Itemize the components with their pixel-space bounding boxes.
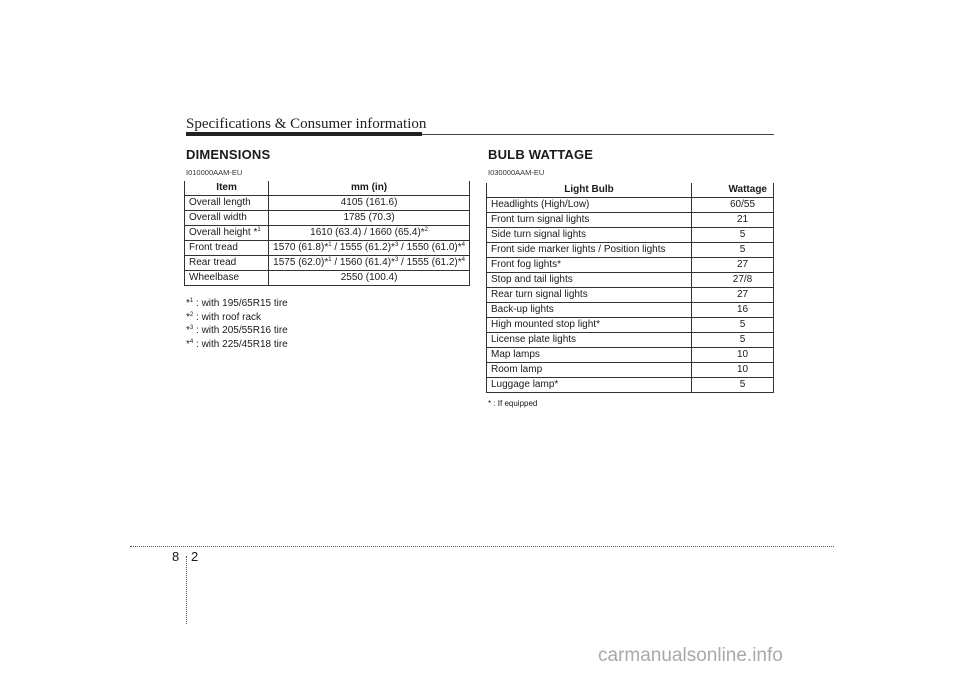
column-header: Wattage — [692, 183, 774, 198]
item-cell: Overall width — [185, 211, 269, 226]
wattage-cell: 27 — [692, 258, 774, 273]
wattage-cell: 5 — [692, 378, 774, 393]
wattage-cell: 10 — [692, 363, 774, 378]
bulb-name-cell: Luggage lamp* — [487, 378, 692, 393]
bulb-name-cell: High mounted stop light* — [487, 318, 692, 333]
table-row — [185, 226, 470, 241]
wattage-cell: 5 — [692, 243, 774, 258]
footnote: *$^3$ : with 205/55R16 tire — [186, 325, 288, 336]
item-cell: Overall length — [185, 196, 269, 211]
table-row — [487, 273, 774, 288]
item-cell: Front tread — [185, 241, 269, 256]
column-header: mm (in) — [269, 181, 470, 196]
table-row — [185, 196, 470, 211]
table-row — [487, 228, 774, 243]
bulb-name-cell: Rear turn signal lights — [487, 288, 692, 303]
footer-vertical-dotted-rule — [186, 556, 187, 624]
table-row — [487, 198, 774, 213]
bulb-name-cell: Front side marker lights / Position lights — [487, 243, 692, 258]
footer-dotted-rule — [130, 546, 834, 547]
header-rule-thin — [422, 134, 774, 135]
wattage-cell: 16 — [692, 303, 774, 318]
bulb-wattage-title: BULB WATTAGE — [488, 147, 594, 162]
footnote: *$^1$ : with 195/65R15 tire — [186, 298, 288, 309]
bulb-wattage-table — [486, 183, 774, 393]
column-header: Light Bulb — [487, 183, 692, 198]
wattage-cell: 27/8 — [692, 273, 774, 288]
table-header-row — [185, 181, 470, 196]
dimensions-title: DIMENSIONS — [186, 147, 271, 162]
value-cell: 1575 (62.0)*$^1$ / 1560 (61.4)*$^3$ / 1555 (61.2)*$^4$ — [269, 256, 470, 271]
header-rule-thick — [186, 132, 422, 136]
table-row — [487, 378, 774, 393]
item-cell: Overall height *$^1$ — [185, 226, 269, 241]
bulb-name-cell: Back-up lights — [487, 303, 692, 318]
table-row — [487, 318, 774, 333]
table-header-row — [487, 183, 774, 198]
bulb-name-cell: License plate lights — [487, 333, 692, 348]
item-cell: Rear tread — [185, 256, 269, 271]
table-row — [487, 363, 774, 378]
table-row — [487, 333, 774, 348]
value-cell: 1785 (70.3) — [269, 211, 470, 226]
watermark: carmanualsonline.info — [598, 645, 783, 666]
value-cell: 1610 (63.4) / 1660 (65.4)*$^2$ — [269, 226, 470, 241]
bulb-name-cell: Room lamp — [487, 363, 692, 378]
table-row — [185, 211, 470, 226]
bulb-name-cell: Headlights (High/Low) — [487, 198, 692, 213]
table-row — [487, 213, 774, 228]
table-row — [487, 243, 774, 258]
page-header-title: Specifications & Consumer information — [186, 116, 427, 132]
table-row — [487, 258, 774, 273]
bulb-footnote: * : If equipped — [488, 399, 538, 408]
bulb-wattage-code: I030000AAM-EU — [488, 168, 545, 177]
bulb-name-cell: Side turn signal lights — [487, 228, 692, 243]
table-row — [185, 271, 470, 286]
bulb-name-cell: Front turn signal lights — [487, 213, 692, 228]
bulb-name-cell: Map lamps — [487, 348, 692, 363]
table-row — [487, 288, 774, 303]
page-number: 2 — [191, 549, 199, 564]
footnote: *$^4$ : with 225/45R18 tire — [186, 338, 288, 350]
wattage-cell: 5 — [692, 318, 774, 333]
table-row — [487, 348, 774, 363]
bulb-name-cell: Stop and tail lights — [487, 273, 692, 288]
item-cell: Wheelbase — [185, 271, 269, 286]
footnote: *$^2$ : with roof rack — [186, 311, 262, 323]
page-number-section: 8 — [172, 549, 180, 564]
table-row — [185, 256, 470, 271]
dimensions-code: I010000AAM-EU — [186, 168, 243, 177]
bulb-name-cell: Front fog lights* — [487, 258, 692, 273]
wattage-cell: 5 — [692, 228, 774, 243]
wattage-cell: 27 — [692, 288, 774, 303]
column-header: Item — [185, 181, 269, 196]
table-row — [487, 303, 774, 318]
wattage-cell: 10 — [692, 348, 774, 363]
wattage-cell: 21 — [692, 213, 774, 228]
value-cell: 1570 (61.8)*$^1$ / 1555 (61.2)*$^3$ / 1550 (61.0)*$^4$ — [269, 241, 470, 256]
dimensions-footnotes — [186, 297, 288, 351]
wattage-cell: 5 — [692, 333, 774, 348]
value-cell: 4105 (161.6) — [269, 196, 470, 211]
table-row — [185, 241, 470, 256]
dimensions-table — [184, 181, 470, 286]
value-cell: 2550 (100.4) — [269, 271, 470, 286]
wattage-cell: 60/55 — [692, 198, 774, 213]
